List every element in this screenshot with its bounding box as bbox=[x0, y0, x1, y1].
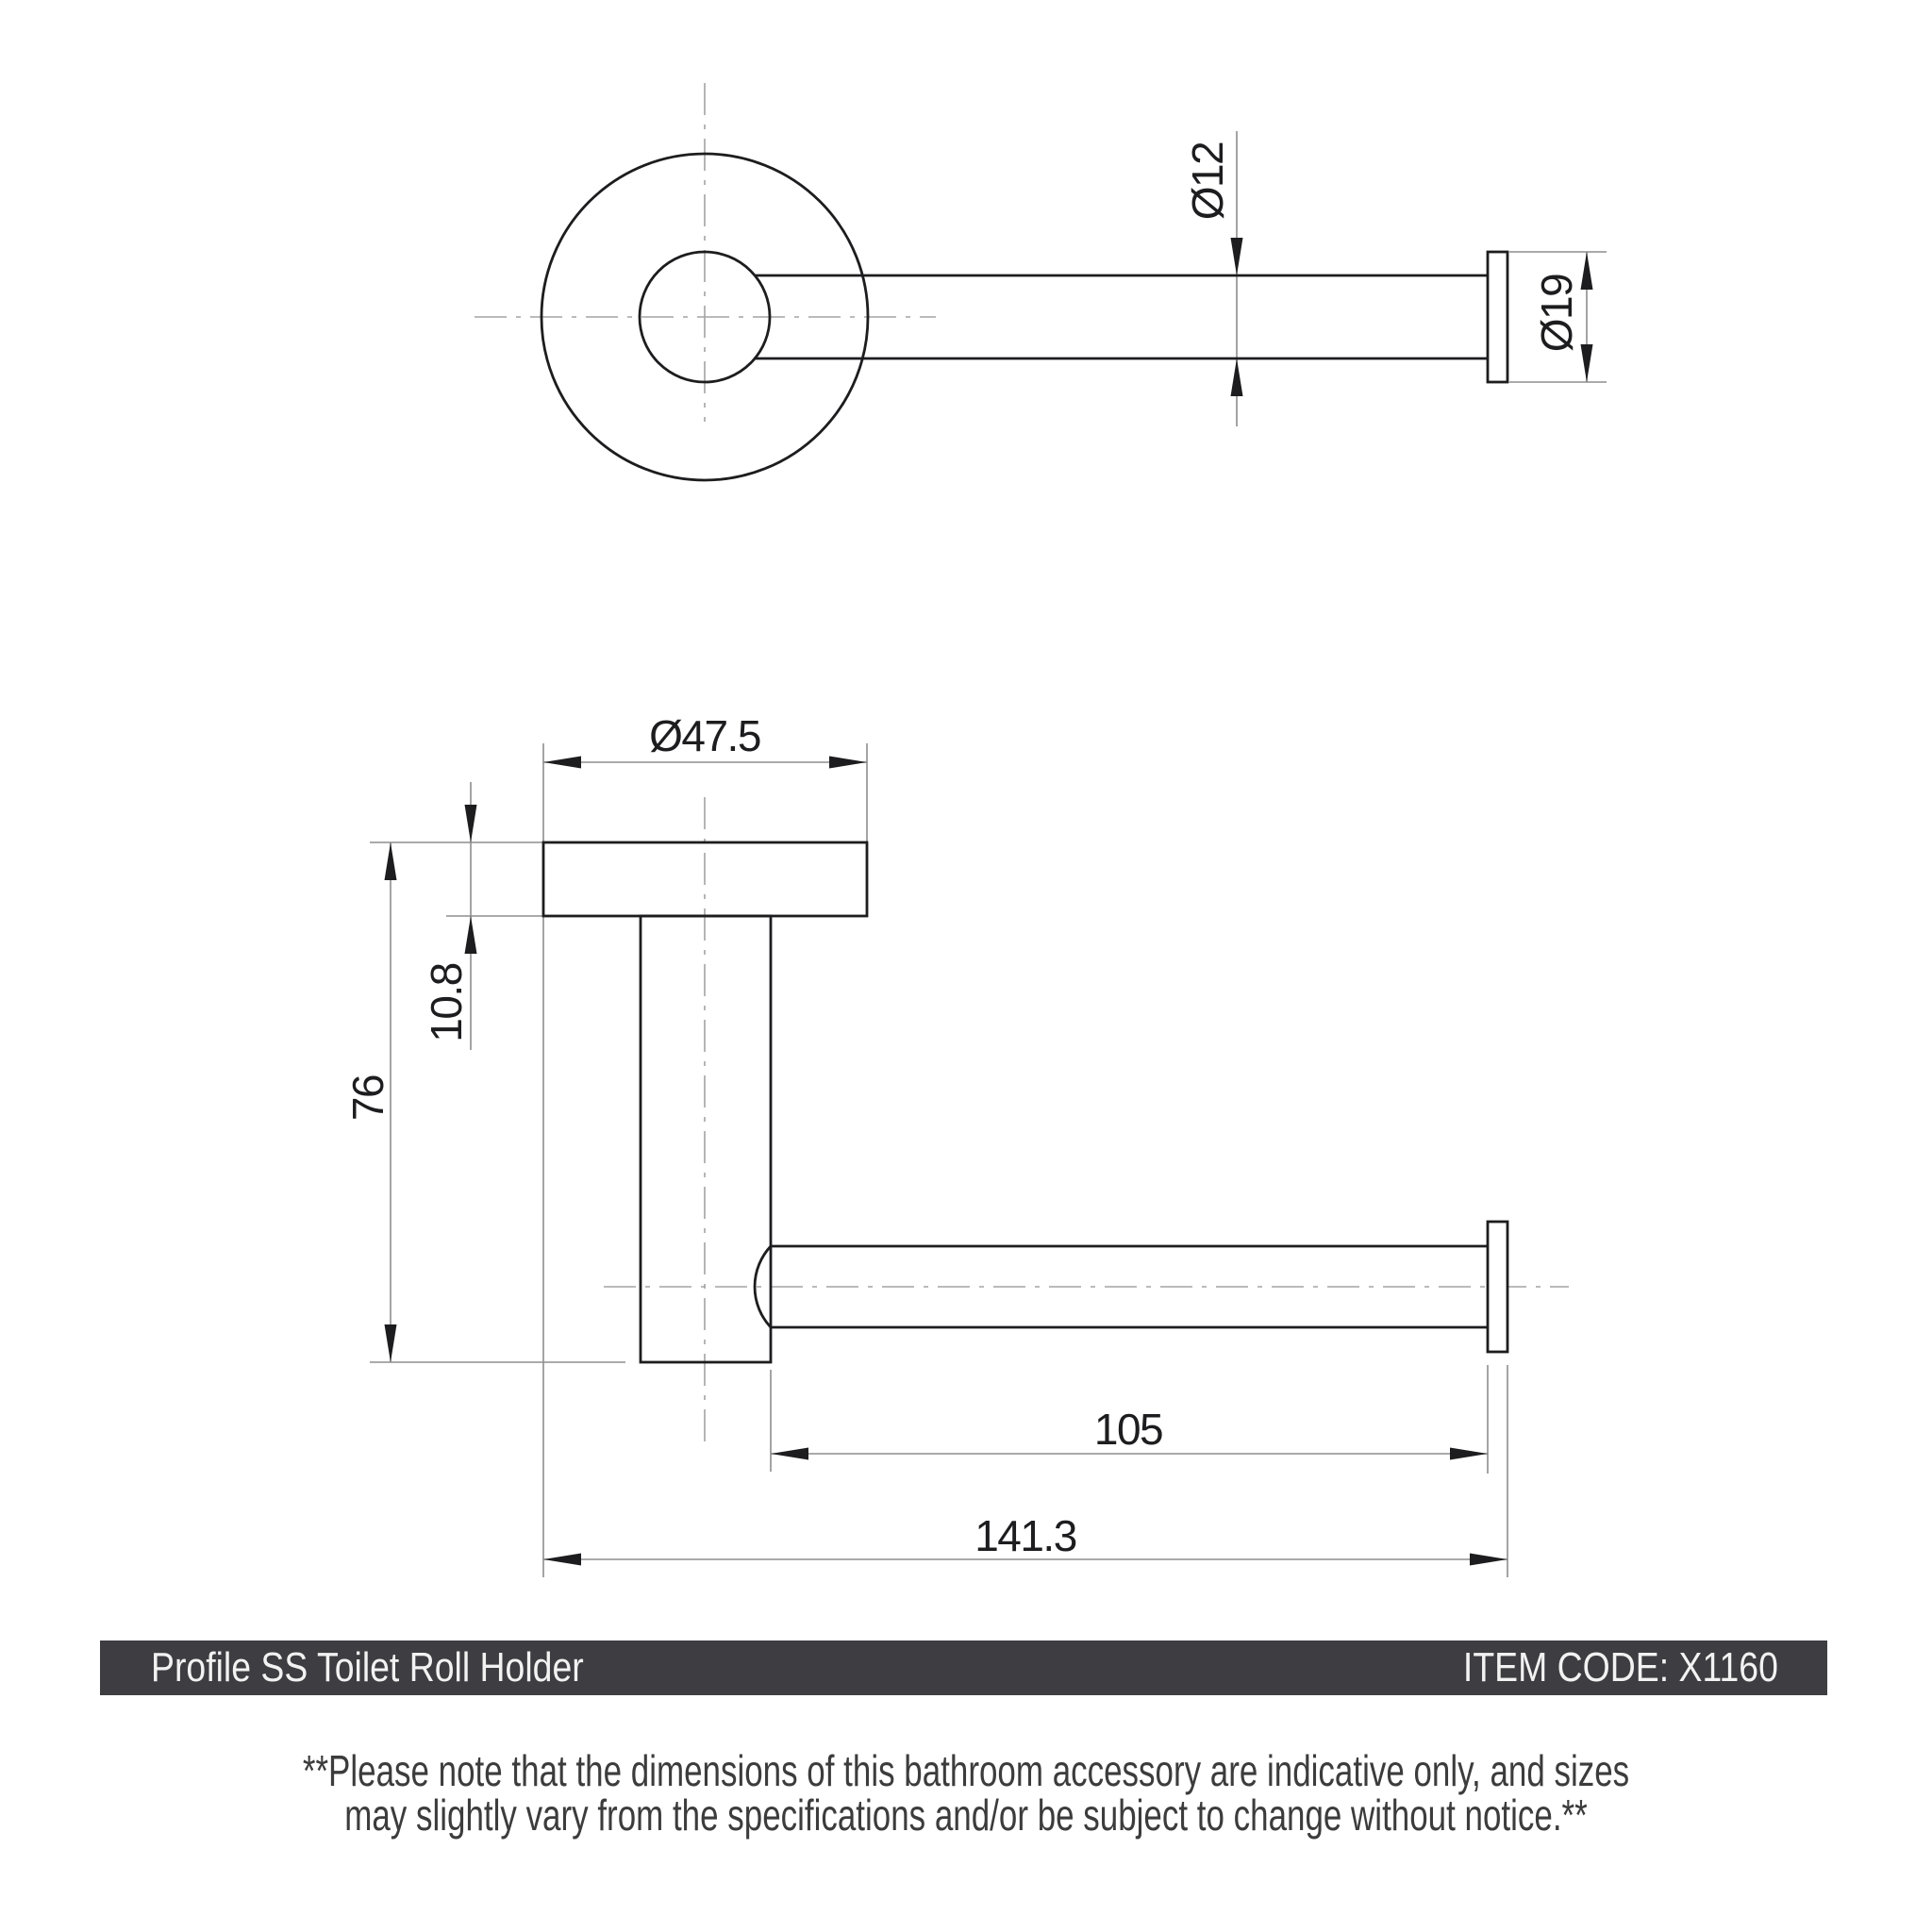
front-view bbox=[343, 711, 1569, 1577]
arrow-roll-length-right bbox=[1450, 1448, 1488, 1460]
disclaimer-line-1: **Please note that the dimensions of this bathroom accessory are indicative only, and sizes bbox=[302, 1746, 1630, 1795]
dim-overall-length-label: 141.3 bbox=[974, 1511, 1076, 1560]
top-view bbox=[475, 83, 1607, 480]
dim-mount-height-label: 76 bbox=[343, 1074, 392, 1122]
arrow-plate-dia-left bbox=[543, 757, 581, 769]
mount-post bbox=[641, 916, 771, 1362]
disclaimer-line-2: may slightly vary from the specifications and/or be subject to change without notice.** bbox=[344, 1790, 1588, 1840]
end-flange-front-view bbox=[1488, 1222, 1507, 1352]
title-bar bbox=[100, 1641, 1827, 1695]
arrow-overall-right bbox=[1470, 1554, 1507, 1566]
end-flange-top-view bbox=[1488, 252, 1507, 382]
dim-flange-diameter-label: Ø19 bbox=[1532, 274, 1581, 353]
product-name: Profile SS Toilet Roll Holder bbox=[151, 1644, 584, 1690]
arrow-overall-left bbox=[543, 1554, 581, 1566]
arrow-thickness-top bbox=[465, 805, 477, 842]
dim-rod-diameter-label: Ø12 bbox=[1183, 142, 1232, 221]
arrow-rod-top bbox=[1231, 238, 1243, 275]
arrow-flange-bottom bbox=[1581, 344, 1593, 382]
arrow-rod-bottom bbox=[1231, 358, 1243, 396]
item-code: ITEM CODE: X1160 bbox=[1463, 1644, 1778, 1690]
arrow-thickness-bottom bbox=[465, 916, 477, 954]
arrow-roll-length-left bbox=[771, 1448, 808, 1460]
disclaimer-note bbox=[232, 1746, 1700, 1840]
arrow-plate-dia-right bbox=[829, 757, 867, 769]
dim-roll-length-label: 105 bbox=[1093, 1405, 1163, 1454]
arrow-height-bottom bbox=[385, 1324, 397, 1362]
dim-plate-diameter-label: Ø47.5 bbox=[649, 711, 760, 760]
dim-plate-thickness-label: 10.8 bbox=[422, 963, 471, 1042]
arrow-height-top bbox=[385, 842, 397, 880]
arrow-flange-top bbox=[1581, 252, 1593, 290]
